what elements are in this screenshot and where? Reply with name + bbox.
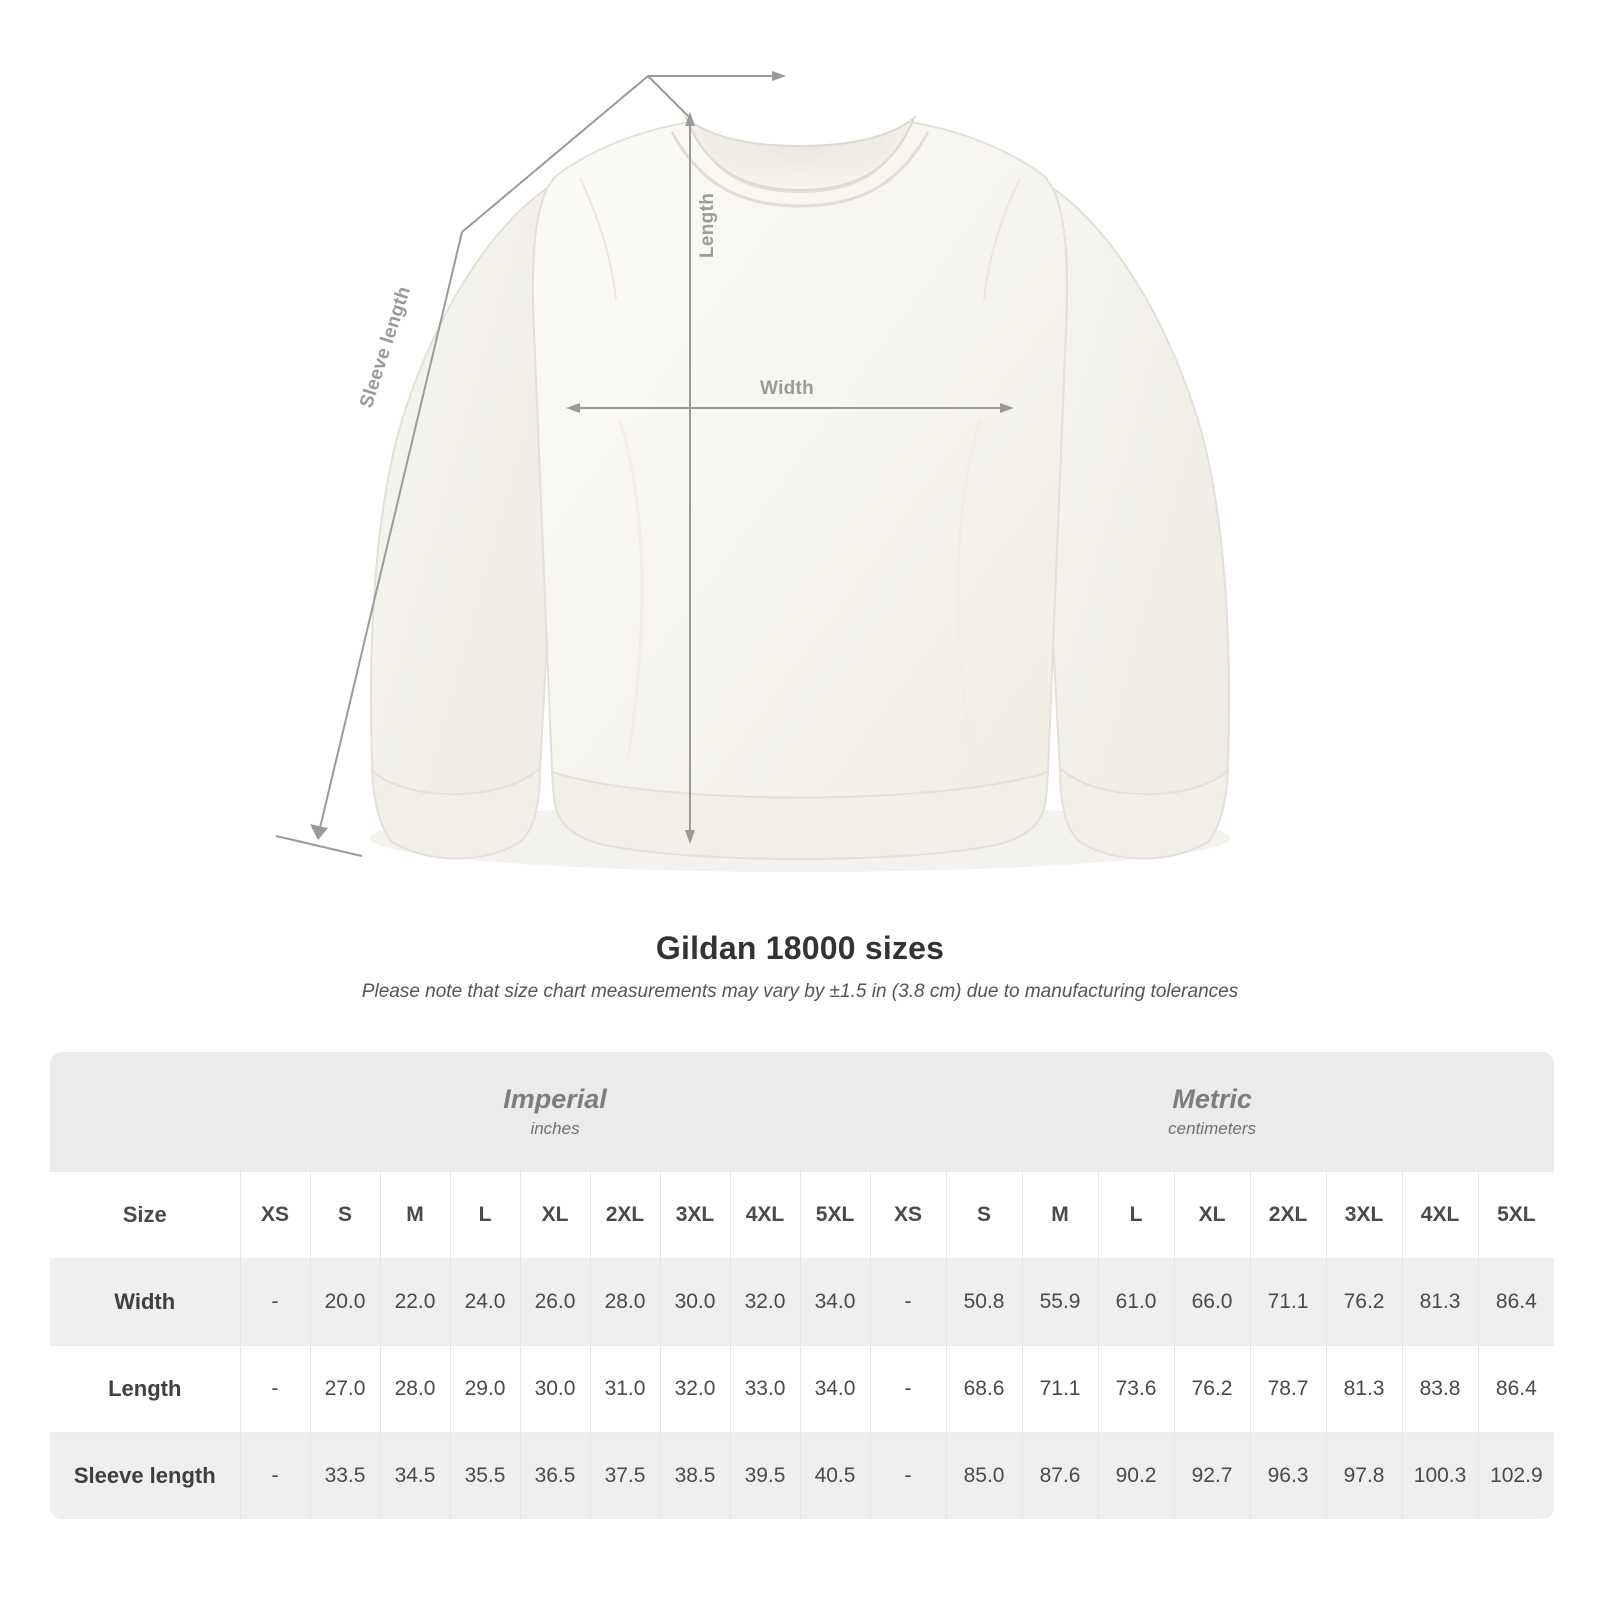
cell-length-imperial-l: 29.0 [450,1346,520,1433]
page-title: Gildan 18000 sizes [655,930,945,966]
cell-sleeve-imperial-3xl: 38.5 [660,1433,730,1520]
cell-width-imperial-xl: 26.0 [520,1259,590,1346]
cell-sleeve-metric-s: 85.0 [946,1433,1022,1520]
cell-sleeve-imperial-xs: - [240,1433,310,1520]
unit-imperial-cell [240,1052,870,1172]
cell-sleeve-imperial-l: 35.5 [450,1433,520,1520]
unit-spacer-cell [50,1052,240,1172]
header-metric-s: S [946,1172,1022,1259]
cell-sleeve-metric-xs: - [870,1433,946,1520]
cell-length-metric-5xl: 86.4 [1478,1346,1554,1433]
cell-length-imperial-3xl: 32.0 [660,1346,730,1433]
unit-imperial-sub: inches [530,1118,580,1138]
unit-metric-name: Metric [1172,1084,1252,1115]
cell-length-metric-l: 73.6 [1098,1346,1174,1433]
cell-length-metric-s: 68.6 [946,1346,1022,1433]
cell-width-imperial-s: 20.0 [310,1259,380,1346]
header-imperial-xs: XS [240,1172,310,1259]
header-metric-xs: XS [870,1172,946,1259]
header-metric-3xl: 3XL [1326,1172,1402,1259]
cell-width-metric-m: 55.9 [1022,1259,1098,1346]
cell-length-metric-4xl: 83.8 [1402,1346,1478,1433]
cell-length-metric-m: 71.1 [1022,1346,1098,1433]
cell-length-metric-xl: 76.2 [1174,1346,1250,1433]
cell-width-metric-l: 61.0 [1098,1259,1174,1346]
cell-length-imperial-m: 28.0 [380,1346,450,1433]
cell-length-imperial-4xl: 33.0 [730,1346,800,1433]
table-row [50,1433,1554,1520]
cell-width-metric-s: 50.8 [946,1259,1022,1346]
cell-length-metric-3xl: 81.3 [1326,1346,1402,1433]
cell-length-imperial-xs: - [240,1346,310,1433]
row-label-width: Width [50,1259,240,1346]
table-row [50,1346,1554,1433]
cell-sleeve-imperial-m: 34.5 [380,1433,450,1520]
header-imperial-3xl: 3XL [660,1172,730,1259]
header-imperial-4xl: 4XL [730,1172,800,1259]
cell-sleeve-metric-4xl: 100.3 [1402,1433,1478,1520]
row-label-length: Length [50,1346,240,1433]
unit-imperial-name: Imperial [503,1084,607,1115]
cell-sleeve-metric-3xl: 97.8 [1326,1433,1402,1520]
cell-sleeve-metric-l: 90.2 [1098,1433,1174,1520]
width-dimension-label: Width [760,378,815,399]
cell-length-imperial-xl: 30.0 [520,1346,590,1433]
cell-length-imperial-2xl: 31.0 [590,1346,660,1433]
cell-sleeve-metric-m: 87.6 [1022,1433,1098,1520]
header-imperial-2xl: 2XL [590,1172,660,1259]
cell-width-metric-xl: 66.0 [1174,1259,1250,1346]
header-metric-xl: XL [1174,1172,1250,1259]
length-dimension-label: Length [697,192,718,258]
cell-sleeve-imperial-4xl: 39.5 [730,1433,800,1520]
header-imperial-m: M [380,1172,450,1259]
cell-length-metric-xs: - [870,1346,946,1433]
cell-length-imperial-5xl: 34.0 [800,1346,870,1433]
header-imperial-5xl: 5XL [800,1172,870,1259]
header-imperial-xl: XL [520,1172,590,1259]
cell-sleeve-imperial-2xl: 37.5 [590,1433,660,1520]
cell-sleeve-imperial-s: 33.5 [310,1433,380,1520]
cell-sleeve-imperial-5xl: 40.5 [800,1433,870,1520]
cell-width-imperial-m: 22.0 [380,1259,450,1346]
cell-width-metric-4xl: 81.3 [1402,1259,1478,1346]
cell-width-metric-xs: - [870,1259,946,1346]
cell-width-metric-2xl: 71.1 [1250,1259,1326,1346]
unit-header-row [50,1052,1554,1172]
title-block [0,930,1600,1003]
header-imperial-s: S [310,1172,380,1259]
header-metric-m: M [1022,1172,1098,1259]
cell-width-imperial-5xl: 34.0 [800,1259,870,1346]
header-metric-4xl: 4XL [1402,1172,1478,1259]
cell-width-metric-5xl: 86.4 [1478,1259,1554,1346]
unit-metric-sub: centimeters [1168,1118,1257,1138]
size-table [50,1052,1554,1519]
cell-width-imperial-3xl: 30.0 [660,1259,730,1346]
header-imperial-l: L [450,1172,520,1259]
cell-width-metric-3xl: 76.2 [1326,1259,1402,1346]
cell-width-imperial-4xl: 32.0 [730,1259,800,1346]
cell-width-imperial-2xl: 28.0 [590,1259,660,1346]
row-label-sleeve-length: Sleeve length [50,1433,240,1520]
unit-metric-cell [870,1052,1554,1172]
table-row [50,1259,1554,1346]
cell-width-imperial-xs: - [240,1259,310,1346]
header-metric-2xl: 2XL [1250,1172,1326,1259]
header-metric-5xl: 5XL [1478,1172,1554,1259]
cell-sleeve-metric-2xl: 96.3 [1250,1433,1326,1520]
cell-length-imperial-s: 27.0 [310,1346,380,1433]
tolerance-note: Please note that size chart measurements may vary by ±1.5 in (3.8 cm) due to manufacturing tolerances [361,981,1239,1002]
size-header-label: Size [50,1172,240,1259]
cell-width-imperial-l: 24.0 [450,1259,520,1346]
cell-sleeve-imperial-xl: 36.5 [520,1433,590,1520]
size-header-row [50,1172,1554,1259]
size-table-container [50,1052,1550,1519]
cell-sleeve-metric-xl: 92.7 [1174,1433,1250,1520]
sleeve-length-dimension-label: Sleeve length [356,283,416,411]
cell-length-metric-2xl: 78.7 [1250,1346,1326,1433]
cell-sleeve-metric-5xl: 102.9 [1478,1433,1554,1520]
header-metric-l: L [1098,1172,1174,1259]
